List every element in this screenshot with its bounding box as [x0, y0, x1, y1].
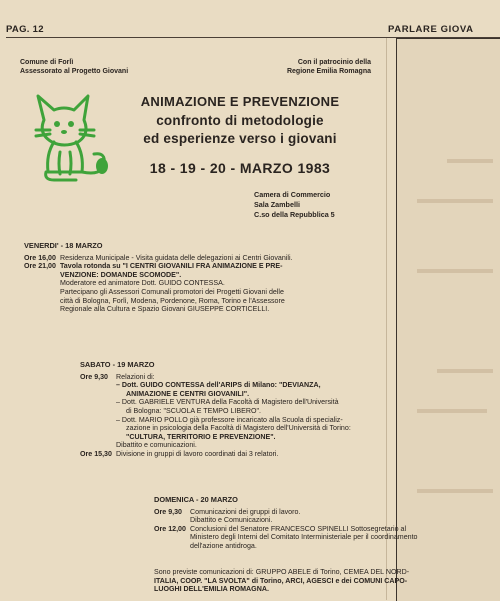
sunday-schedule [154, 496, 490, 551]
schedule-time [80, 433, 116, 442]
schedule-text: Relazioni di: [116, 372, 155, 381]
schedule-text: – Dott. GUIDO CONTESSA dell'ARIPS di Milano: "DEVIANZA, [116, 381, 321, 390]
schedule-time [24, 305, 60, 314]
schedule-time: Ore 12,00 [154, 524, 186, 533]
schedule-text: Conclusioni del Senatore FRANCESCO SPINELLI Sottosegretario al [190, 524, 407, 533]
schedule-time [80, 381, 116, 390]
schedule-text: Regionale alla Cultura e Spazio Giovani GIUSEPPE CORTICELLI. [60, 305, 270, 314]
event-subtitle-line-2: ed esperienze verso i giovani [143, 131, 337, 146]
closing-line: Sono previste comunicazioni di: GRUPPO ABELE di Torino, CEMEA DEL NORD- [154, 568, 410, 576]
event-title: ANIMAZIONE E PREVENZIONE [140, 94, 340, 109]
schedule-row [80, 398, 380, 407]
schedule-time [80, 424, 116, 433]
schedule-text: VENZIONE: DOMANDE SCOMODE". [60, 270, 182, 279]
schedule-text: – Dott. GABRIELE VENTURA della Facoltà di Magistero dell'Università [116, 398, 339, 407]
schedule-text: zazione in psicologia della Facoltà di Magistero dell'Università di Torino: [126, 424, 351, 433]
schedule-text: dell'azione antidroga. [190, 541, 257, 550]
organizer-line: Assessorato al Progetto Giovani [20, 68, 129, 75]
schedule-row [80, 373, 380, 382]
schedule-text: Residenza Municipale - Visita guidata delle delegazioni ai Centri Giovanili. [60, 253, 293, 262]
sunday-heading: DOMENICA - 20 MARZO [154, 495, 238, 504]
venue-line: Sala Zambelli [254, 200, 300, 209]
event-dates: 18 - 19 - 20 - MARZO 1983 [149, 160, 331, 176]
schedule-text: Ministero degli Interni del Comitato Interministeriale per il coordinamento [190, 533, 418, 542]
schedule-time: Ore 21,00 [24, 262, 56, 271]
saturday-schedule [80, 361, 380, 459]
schedule-row [24, 305, 362, 314]
organizer-block [20, 58, 128, 76]
header-right-title: PARLARE GIOVA [388, 24, 474, 35]
schedule-time: Ore 15,30 [80, 449, 112, 458]
schedule-time [80, 390, 116, 399]
schedule-text: Partecipano gli Assessori Comunali promotori dei Progetti Giovani delle [60, 287, 284, 296]
patronage-block [267, 58, 371, 76]
schedule-text: ANIMAZIONE E CENTRI GIOVANILI". [126, 389, 250, 398]
venue-line: C.so della Repubblica 5 [254, 210, 335, 219]
schedule-text: Moderatore ed animatore Dott. GUIDO CONTESSA. [60, 279, 225, 288]
schedule-text: Divisione in gruppi di lavoro coordinati dai 3 relatori. [116, 449, 279, 458]
schedule-text: Tavola rotonda su "I CENTRI GIOVANILI FRA ANIMAZIONE E PRE- [60, 262, 283, 271]
schedule-time [154, 533, 190, 542]
schedule-row [80, 450, 380, 459]
friday-schedule [24, 242, 362, 314]
schedule-time: Ore 16,00 [24, 253, 56, 262]
closing-line: LUOGHI DELL'EMILIA ROMAGNA. [154, 585, 269, 594]
schedule-row [80, 407, 380, 416]
closing-note [154, 568, 490, 594]
schedule-text: Dibattito e Comunicazioni. [190, 516, 273, 525]
venue-line: Camera di Commercio [254, 190, 331, 199]
schedule-row [154, 516, 490, 525]
schedule-time [154, 542, 190, 551]
schedule-row [80, 416, 380, 425]
schedule-row [80, 381, 380, 390]
schedule-row [80, 441, 380, 450]
schedule-row [154, 508, 490, 517]
schedule-time: Ore 9,30 [80, 372, 109, 381]
schedule-time [24, 297, 60, 306]
bleed-through-line [417, 489, 493, 493]
bleed-through-line [417, 409, 487, 413]
schedule-text: "CULTURA, TERRITORIO E PREVENZIONE". [126, 432, 276, 441]
schedule-time [80, 441, 116, 450]
schedule-row [24, 279, 362, 288]
schedule-row [24, 254, 362, 263]
bleed-through-line [447, 159, 493, 163]
event-subtitle-line-1: confronto di metodologie [156, 113, 324, 128]
schedule-row [24, 297, 362, 306]
schedule-time [80, 398, 116, 407]
schedule-row [154, 542, 490, 551]
schedule-time: Ore 9,30 [154, 507, 183, 516]
schedule-time [80, 407, 116, 416]
schedule-text: di Bologna: "SCUOLA E TEMPO LIBERO". [126, 406, 262, 415]
schedule-text: Comunicazioni dei gruppi di lavoro. [190, 507, 301, 516]
bleed-through-line [417, 199, 493, 203]
schedule-row [154, 525, 490, 534]
bleed-through-line [417, 269, 493, 273]
schedule-time [24, 271, 60, 280]
schedule-text: Dibattito e comunicazioni. [116, 441, 197, 450]
organizer-line: Comune di Forlì [20, 59, 74, 66]
schedule-row [80, 424, 380, 433]
cat-logo-icon [24, 90, 112, 185]
schedule-row [80, 433, 380, 442]
closing-line: ITALIA, COOP. "LA SVOLTA" di Torino, ARCI, AGESCI e dei COMUNI CAPO- [154, 576, 408, 585]
schedule-time [154, 516, 190, 525]
schedule-time [80, 416, 116, 425]
schedule-row [154, 533, 490, 542]
schedule-time [24, 288, 60, 297]
schedule-row [24, 288, 362, 297]
patronage-line: Regione Emilia Romagna [286, 68, 371, 75]
patronage-line: Con il patrocinio della [297, 59, 371, 66]
venue-block [254, 190, 335, 220]
bleed-through-line [437, 369, 493, 373]
page-number: PAG. 12 [6, 24, 44, 35]
saturday-heading: SABATO - 19 MARZO [80, 360, 155, 369]
schedule-text: – Dott. MARIO POLLO già professore incaricato alla Scuola di specializ- [116, 415, 343, 424]
friday-heading: VENERDI' - 18 MARZO [24, 241, 103, 250]
schedule-text: città di Bologna, Forlì, Modena, Pordenone, Roma, Torino e l'Assessore [60, 296, 285, 305]
schedule-row [24, 271, 362, 280]
schedule-row [80, 390, 380, 399]
schedule-time [24, 279, 60, 288]
schedule-row [24, 262, 362, 271]
